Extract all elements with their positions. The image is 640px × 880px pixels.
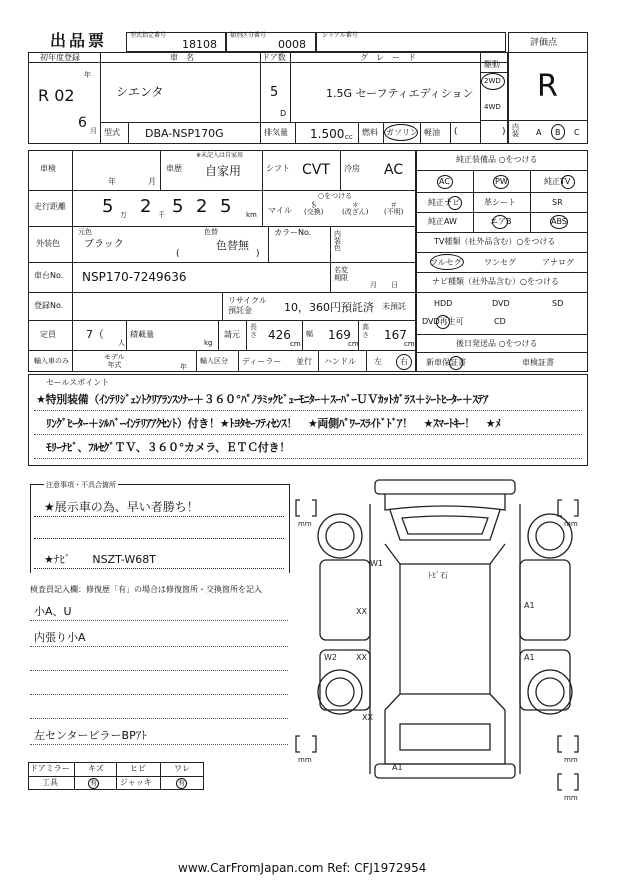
mark-xx-3: XX: [362, 713, 373, 722]
diagram-mm-5: mm: [564, 794, 578, 802]
height-unit: cm: [404, 340, 415, 348]
shift-value: CVT: [302, 162, 330, 178]
capacity-unit: 人: [118, 339, 125, 347]
color-code-label: カラーNo.: [274, 228, 312, 237]
model-label: 型式: [104, 128, 120, 137]
recycle-label: リサイクル 預託金: [228, 296, 267, 315]
std-item-aw: 純正AW: [428, 217, 457, 226]
tools-header-scratch: キズ: [88, 764, 104, 773]
car-name-label: 車 名: [170, 53, 194, 62]
name-change-date: 月 日: [370, 281, 398, 289]
diagram-mm-3: mm: [298, 756, 312, 764]
model-year-label: モデル 年式: [104, 353, 125, 370]
inspector-line-5: 左センターピラーBPｱﾄ: [34, 729, 147, 742]
form-number-label: 型式指定番号: [130, 32, 167, 39]
usage-value: 自家用: [205, 164, 242, 178]
grade-value: 1.5G セーフティエディション: [326, 87, 474, 100]
orig-color-label: 元色: [78, 228, 92, 236]
paren-open: (: [454, 127, 458, 137]
model-year-unit: 年: [180, 363, 187, 371]
mark-xx-1: XX: [356, 607, 367, 616]
form-number: 18108: [182, 38, 217, 51]
light-oil-label: 軽油: [424, 128, 440, 137]
doors-value: 5: [270, 85, 279, 100]
inspection-year-unit: 年: [108, 177, 116, 186]
tools-header-mirror: ドアミラー: [30, 764, 70, 773]
man-unit: 万: [120, 211, 127, 219]
tv-item-analog: アナログ: [542, 258, 574, 267]
orig-color-value: ブラック: [84, 239, 124, 250]
model-value: DBA-NSP170G: [145, 127, 224, 140]
mileage-digit-5: 5: [220, 196, 232, 217]
later-item-cert: 車検証書: [522, 358, 554, 367]
car-damage-diagram: [290, 474, 600, 814]
length-value: 426: [268, 328, 291, 342]
navi-item-dvdplay: DVD再生可: [422, 317, 464, 326]
navi-header: ナビ種類（社外品含む）○をつける: [432, 277, 559, 286]
height-value: 167: [384, 328, 407, 342]
height-label: 高さ: [362, 323, 369, 339]
navi-item-hdd: HDD: [434, 299, 453, 308]
paren-close: ): [502, 127, 506, 137]
navi-item-cd: CD: [494, 317, 506, 326]
reg-label: 登録No.: [34, 301, 64, 310]
first-reg-label: 初年度登録: [40, 53, 80, 62]
mark-a1-2: A1: [524, 653, 535, 662]
inspection-month-unit: 月: [148, 177, 156, 186]
tools-row-jack: ジャッキ: [120, 778, 152, 787]
std-item-tv: 純正TV: [544, 177, 571, 186]
interior-color-label: 内装色: [334, 230, 341, 252]
sales-label: セールスポイント: [46, 378, 110, 387]
width-unit: cm: [348, 340, 359, 348]
invoice-label: 請元: [224, 330, 240, 339]
inspector-line-1: 小A、U: [34, 605, 72, 618]
interior-grade-a: A: [536, 128, 542, 137]
capacity-value: 7（: [86, 328, 104, 341]
tv-item-fullseg: フルセグ: [430, 258, 462, 267]
inspection-label: 車検: [40, 164, 56, 173]
mark-a1-1: A1: [524, 601, 535, 610]
diagram-mm-4: mm: [564, 756, 578, 764]
fuel-value: ガソリン: [386, 128, 418, 137]
load-label: 積載量: [130, 330, 154, 339]
tools-jack-has: 有: [178, 779, 185, 787]
serial-label: シリアル番号: [322, 32, 358, 39]
car-name: シエンタ: [116, 85, 164, 99]
later-header: 後日発送品 ○をつける: [456, 339, 538, 348]
handle-label: ハンドル: [324, 357, 356, 366]
notes-line-1: ★展示車の為、早い者勝ち！: [44, 500, 199, 514]
mileage-digit-3: 5: [172, 196, 184, 217]
usage-label: 車歴: [166, 164, 182, 173]
handle-right: 右: [400, 357, 408, 366]
recycle-not: 未預託: [382, 302, 406, 311]
km-unit: km: [246, 211, 257, 219]
mileage-digit-2: 2: [140, 196, 152, 217]
std-item-pw: PW: [495, 177, 508, 186]
parallel-option: 並行: [296, 357, 312, 366]
fuel-label: 燃料: [362, 128, 378, 137]
class-number: 0008: [278, 38, 306, 51]
mileage-opt-mile: マイル: [268, 206, 292, 215]
tools-row-tool: 工具: [42, 778, 58, 787]
displacement-unit: cc: [345, 133, 353, 141]
recycle-value: 10，360円預託済: [284, 301, 374, 314]
page-title: 出品票: [50, 31, 108, 50]
doors-suffix: D: [280, 109, 287, 118]
width-label: 幅: [306, 330, 313, 338]
mark-stone-chip: ﾄﾋﾞ石: [428, 571, 448, 580]
tools-tool-has: 有: [90, 779, 97, 787]
drive-label: 駆動: [484, 60, 500, 69]
color-paren-close: ): [256, 249, 260, 259]
usage-note: ※未記入は自家用: [196, 152, 244, 159]
ac-label: 冷房: [344, 164, 360, 173]
length-unit: cm: [290, 340, 301, 348]
tv-header: TV種類（社外品含む）○をつける: [434, 237, 556, 246]
import-label: 輸入車のみ: [34, 357, 69, 365]
doors-label: ドア数: [262, 53, 286, 62]
drive-4wd: 4WD: [484, 103, 501, 111]
width-value: 169: [328, 328, 351, 342]
dealer-option: ディーラー: [242, 357, 282, 366]
grade-label: グ レ ー ド: [360, 53, 416, 62]
load-unit: kg: [204, 339, 213, 347]
interior-grade-b: B: [555, 128, 561, 137]
name-change-label: 名変 期限: [334, 266, 348, 283]
std-item-ac: AC: [439, 177, 450, 186]
ac-value: AC: [384, 162, 404, 178]
length-label: 長さ: [250, 323, 257, 339]
import-type-label: 輸入区分: [200, 357, 228, 365]
year-unit: 年: [84, 71, 91, 79]
mileage-opt-unknown: ＃ (不明): [384, 201, 404, 216]
mileage-digit-1: 5: [102, 196, 114, 217]
navi-item-sd: SD: [552, 299, 564, 308]
mileage-digit-4: 2: [196, 196, 208, 217]
mark-xx-2: XX: [356, 653, 367, 662]
std-equip-header: 純正装備品 ○をつける: [456, 155, 538, 164]
first-reg-era: R 02: [38, 86, 75, 105]
mark-w2: W2: [324, 653, 337, 662]
class-number-label: 類別区分番号: [230, 32, 267, 39]
navi-item-dvd: DVD: [492, 299, 510, 308]
std-item-abs: ABS: [551, 217, 567, 226]
color-paren-open: (: [176, 249, 180, 259]
first-reg-month: 6: [78, 115, 87, 131]
shift-label: シフト: [266, 164, 290, 173]
later-item-warranty: 新車保証書: [426, 358, 466, 367]
drive-2wd: 2WD: [484, 77, 501, 85]
diagram-mm-1: mm: [298, 520, 312, 528]
rating-label: 評価点: [530, 38, 558, 48]
std-item-sr: SR: [552, 198, 563, 207]
color-change-value: 色替無: [216, 239, 249, 252]
chassis-value: NSP170-7249636: [82, 270, 187, 284]
std-item-leather: 革シート: [484, 198, 516, 207]
mileage-opt-altered: ＊ (改ざん): [342, 201, 369, 216]
interior-grade-c: C: [574, 128, 580, 137]
displacement-label: 排気量: [264, 128, 288, 137]
footer-watermark: www.CarFromJapan.com Ref: CFJ1972954: [178, 861, 427, 875]
mileage-note: ○をつける: [318, 192, 353, 200]
tools-header-crack: ヒビ: [130, 764, 146, 773]
diagram-mm-2: mm: [564, 520, 578, 528]
mark-w1: W1: [370, 559, 383, 568]
sales-line-3: ﾓﾘｰﾅﾋﾞ、ﾌﾙｾｸﾞＴＶ、３６０°カメラ、ＥＴＣ付き！: [46, 441, 291, 454]
notes-label: 注意事項・不具合箇所: [46, 481, 116, 489]
std-item-navi: 純正ナビ: [428, 198, 460, 207]
color-label: 外装色: [36, 239, 60, 248]
rating-value: R: [537, 69, 558, 104]
mileage-label: 走行距離: [34, 202, 66, 211]
sales-line-1: ★特別装備（ｲﾝﾃﾘｼﾞｪﾝﾄｸﾘｱﾗﾝｽｿﾅｰ＋３６０°ﾊﾟﾉﾗﾐｯｸﾋﾞｭｰﾓﾆﾀｰ＋ｽｰﾊﾟｰＵＶｶｯﾄｶﾞﾗｽ＋ｼｰﾄﾋｰﾀｰ＋ｽﾃｱ: [36, 393, 489, 406]
sen-unit: 千: [158, 211, 165, 219]
chassis-label: 車台No.: [34, 271, 64, 280]
tv-item-oneseg: ワンセグ: [484, 258, 516, 267]
tools-header-break: ワレ: [174, 764, 190, 773]
interior-label: 内装: [512, 123, 519, 138]
sales-line-2: ﾘﾝｸﾞﾋｰﾀｰ＋ｼﾙﾊﾞｰｲﾝﾃﾘｱｱｸｾﾝﾄ）付き！★ﾄﾖﾀｾｰﾌﾃｨｾﾝｽ！ ★両側ﾊﾟﾜｰｽﾗｲﾄﾞﾄﾞｱ！ ★ｽﾏｰﾄｷｰ！ ★ﾒ: [46, 417, 501, 430]
std-item-airbag: エアB: [490, 217, 512, 226]
displacement-value: 1.500: [310, 127, 345, 141]
capacity-label: 定員: [40, 330, 56, 339]
inspector-line-2: 内張り小A: [34, 631, 86, 644]
mark-a1-3: A1: [392, 763, 403, 772]
mileage-opt-exchange: ＄ (交換): [304, 201, 324, 216]
color-change-label: 色替: [204, 228, 218, 236]
month-unit: 月: [90, 127, 97, 135]
handle-left: 左: [374, 357, 382, 366]
inspector-label: 検査員記入欄：修復歴「有」の場合は修復箇所・交換箇所を記入: [30, 585, 262, 594]
notes-line-2: ★ﾅﾋﾞ NSZT-W68T: [44, 553, 156, 566]
